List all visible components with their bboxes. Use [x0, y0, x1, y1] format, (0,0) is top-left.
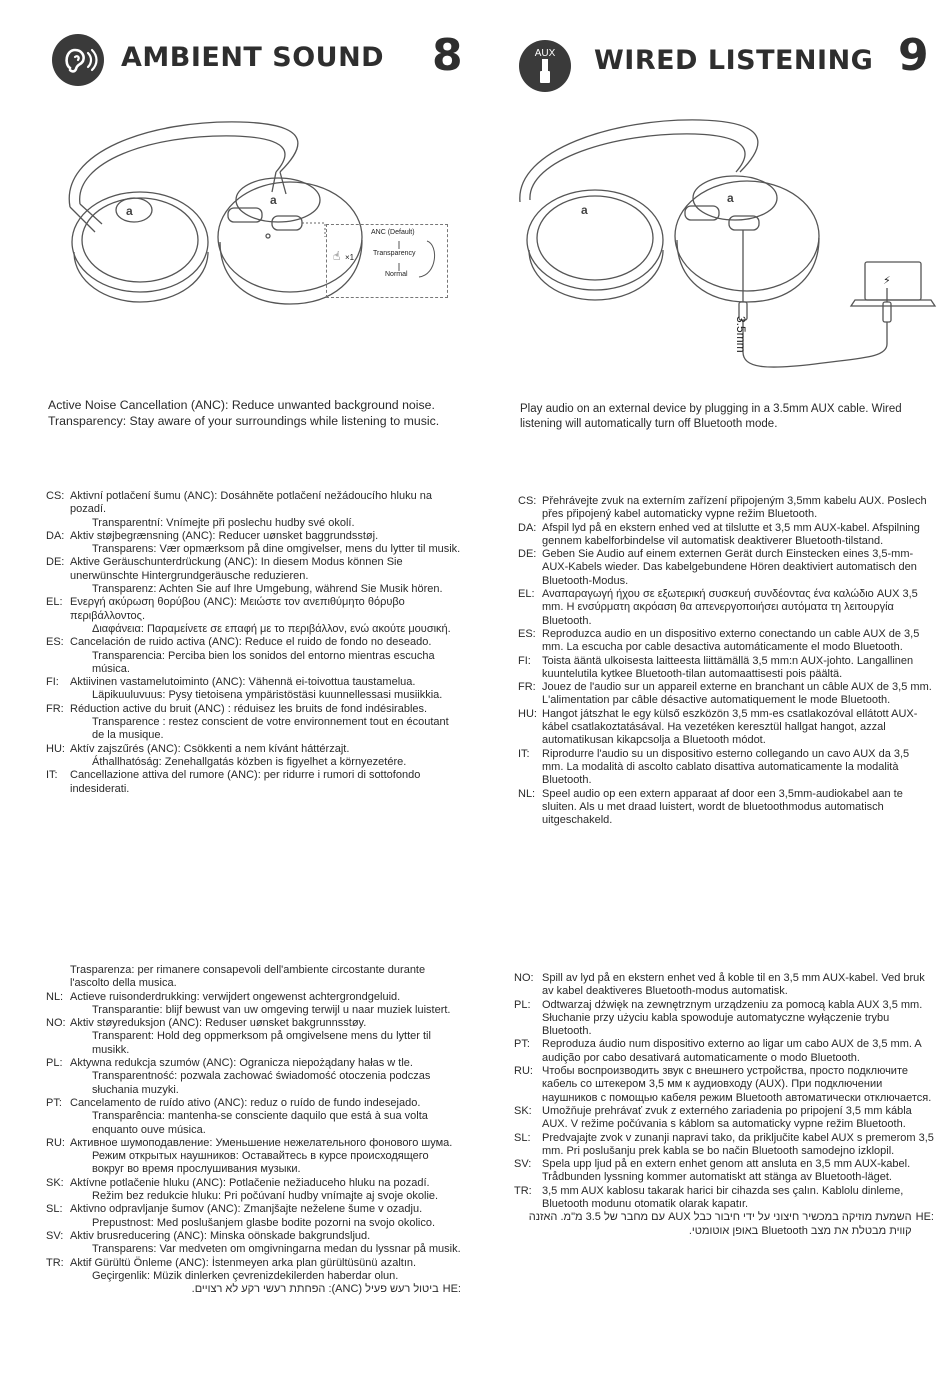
lang-entry-it-cont: Trasparenza: per rimanere consapevoli dell'ambiente circostante durante l'ascolto della musica. [70, 964, 426, 990]
left-translations-1 [46, 490, 461, 796]
lang-entry-pt: PT: Cancelamento de ruído ativo (ANC): reduz o ruído de fundo indesejado. Transparência: mantenha-se consciente daquilo que está à sua volta enquanto ouve música. [46, 1096, 428, 1136]
lang-entry-hu: HU: Aktív zajszűrés (ANC): Csökkenti a nem kívánt háttérzajt. Áthallhatóság: Zenehallgatás közben is figyelhet a környezetére. [46, 742, 407, 768]
lang-entry-hu-r: HU: Hangot játszhat le egy külső eszközön 3,5 mm-es csatlakozóval ellátott AUX-kábel csatlakoztatásával. Ha vezetéken keresztül hallgat hangot, azzal automatikusan kikapcsolja a Bluetooth módot. [518, 707, 918, 747]
aux-label: AUX [534, 47, 556, 59]
mode-transparency: Transparency [373, 250, 416, 257]
lang-entry-he: ביטול רעש פעיל (ANC): הפחתת רעשי רקע לא רצויים. HE: [191, 1283, 461, 1296]
lang-entry-ru-r: RU: Чтобы воспроизводить звук с внешнего устройства, просто подключите кабель со штекером 3,5 мм к аудиовходу (AUX). При подключении наушников с помощью кабеля режим Bluetooth автоматически отключается. [514, 1065, 932, 1104]
lang-entry-es-r: ES: Reproduzca audio en un dispositivo externo conectando un cable AUX de 3,5 mm. La escucha por cable desactiva automáticamente el modo Bluetooth. [518, 627, 920, 654]
lang-entry-pl: PL: Aktywna redukcja szumów (ANC): Ogranicza niepożądany hałas w tle. Transparentność: pozwala zachować świadomość otoczenia podczas słuchania muzyki. [46, 1057, 431, 1096]
lang-entry-it: IT: Cancellazione attiva del rumore (ANC): per ridurre i rumori di sottofondo indesiderati. [46, 769, 421, 795]
lang-entry-nl: NL: Actieve ruisonderdrukking: verwijdert ongewenst achtergrondgeluid. Transparantie: blijf bewust van uw omgeving terwijl u naar muziek luistert. [46, 990, 451, 1016]
lang-entry-pl-r: PL: Odtwarzaj dźwięk na zewnętrznym urządzeniu za pomocą kabla AUX 3,5 mm. Słuchanie przy użyciu kabla spowoduje automatyczne wyłączenie trybu Bluetooth. [514, 998, 923, 1038]
press-count: ×1 [345, 253, 355, 262]
lang-entry-no-r: NO: Spill av lyd på en ekstern enhet ved å koble til en 3,5 mm AUX-kabel. Ved bruk av kabel deaktiveres Bluetooth-modus automatisk. [514, 972, 925, 998]
lang-entry-sk-r: SK: Umožňuje prehrávať zvuk z externého zariadenia po pripojení 3,5 mm kábla AUX. V režime počúvania s káblom sa automaticky vypne režim Bluetooth. [514, 1104, 912, 1131]
right-translations-2 [514, 972, 934, 1238]
mode-normal: Normal [385, 271, 408, 278]
lang-entry-sl: SL: Aktivno odpravljanje šumov (ANC): Zmanjšajte neželene šume v ozadju. Prepustnost: Med poslušanjem glasbe bodite pozorni na svojo okolico. [46, 1203, 436, 1229]
lang-entry-cs-r: CS: Přehrávejte zvuk na externím zařízení připojeným 3,5mm kabelu AUX. Poslech přes připojený kabel automaticky vypne režim Bluetooth. [518, 495, 927, 521]
lang-entry-no: NO: Aktiv støyreduksjon (ANC): Reduser uønsket bakgrunnsstøy. Transparent: Hold deg oppmerksom på omgivelsene mens du lytter til musikk. [46, 1017, 431, 1056]
lang-entry-fi-r: FI: Toista ääntä ulkoisesta laitteesta liittämällä 3,5 mm:n AUX-johto. Langallinen kuuntelutila kytkee Bluetooth-tilan automaattisesti pois päältä. [518, 654, 914, 680]
lang-entry-sv: SV: Aktiv brusreducering (ANC): Minska oönskade bakgrundsljud. Transparens: Var medveten om omgivningarna medan du lyssnar på musik. [46, 1229, 461, 1256]
lang-entry-de: DE: Aktive Geräuschunterdrückung (ANC): In diesem Modus können Sie unerwünschte Hintergrundgeräusche reduzieren. Transparenz: Achten Sie auf Ihre Umgebung, während Sie Musik hören. [46, 556, 443, 596]
mode-anc: ANC (Default) [371, 229, 415, 236]
wired-headphones-illustration [515, 112, 940, 374]
intro-text [48, 397, 468, 429]
lang-entry-tr: TR: Aktif Gürültü Önleme (ANC): İstenmeyen arka plan gürültüsünü azaltın. Geçirgenlik: Müzik dinlerken çevrenizdekilerden haberdar olun. [46, 1256, 417, 1282]
page-title-right: WIRED LISTENING [594, 45, 874, 76]
right-translations-1 [518, 495, 933, 827]
intro-text-right: Play audio on an external device by plugging in a 3.5mm AUX cable. Wired listening will automatically turn off Bluetooth mode. [520, 403, 902, 430]
ambient-ear-icon [52, 34, 104, 86]
cable-size-label: 3.5mm [734, 316, 748, 353]
lang-entry-fi: FI: Aktiivinen vastamelutoiminto (ANC): Vähennä ei-toivottua taustamelua. Läpikuuluvuus: Pysy tietoisena ympäristöstäsi kuunnellessasi musiikkia. [46, 676, 443, 702]
intro-anc: Active Noise Cancellation (ANC): Reduce unwanted background noise. [48, 398, 435, 412]
lang-entry-el: EL: Ενεργή ακύρωση θορύβου (ANC): Μειώστε τον ανεπιθύμητο θόρυβο περιβάλλοντος. Διαφάνεια: Παραμείνετε σε επαφή με το περιβάλλον, ενώ ακούτε μουσική. [46, 596, 451, 635]
lang-entry-sv-r: SV: Spela upp ljud på en extern enhet genom att ansluta en 3,5 mm AUX-kabel. Trådbunden lyssning kommer automatiskt att stänga av Bluetooth-läget. [514, 1158, 911, 1184]
left-translations-2 [46, 964, 461, 1296]
intro-transparency: Transparency: Stay aware of your surroundings while listening to music. [48, 414, 440, 428]
svg-text:a: a [270, 193, 277, 207]
lang-entry-de-r: DE: Geben Sie Audio auf einem externen Gerät durch Einstecken eines 3,5-mm-AUX-Kabels wieder. Das kabelgebundene Hören deaktiviert automatisch den Bluetooth-Modus. [518, 548, 917, 587]
lang-entry-he-r: השמעת מוזיקה במכשיר חיצוני על ידי חיבור כבל AUX עם מחבר של 3.5 מ"מ. האזנה קווית מבטלת את מצב Bluetooth באופן אוטומטי. HE: [528, 1211, 934, 1237]
lang-entry-it-r: IT: Riprodurre l'audio su un dispositivo esterno collegando un cavo AUX da 3,5 mm. La modalità di ascolto cablato disattiva automaticamente la modalità Bluetooth. [518, 747, 910, 787]
svg-text:a: a [581, 203, 588, 217]
lang-entry-tr-r: TR: 3,5 mm AUX kablosu takarak harici bir cihazda ses çalın. Kablolu dinleme, Bluetooth modunu otomatik olarak kapatır. [514, 1184, 904, 1211]
aux-plug-icon [519, 40, 571, 92]
svg-text:a: a [727, 191, 734, 205]
page-number: 8 [432, 30, 463, 81]
lang-entry-es: ES: Cancelación de ruido activa (ANC): Reduce el ruido de fondo no deseado. Transparencia: Perciba bien los sonidos del entorno mientras escucha música. [46, 636, 435, 675]
lang-entry-da: DA: Aktiv støjbegrænsning (ANC): Reducer uønsket baggrundsstøj. Transparens: Vær opmærksom på dine omgivelser, mens du lytter til musik. [46, 529, 461, 556]
lang-entry-el-r: EL: Αναπαραγωγή ήχου σε εξωτερική συσκευή συνδέοντας ένα καλώδιο AUX 3,5 mm. Η ενσύρματη ακρόαση θα απενεργοποιήσει αυτόματα τη λειτουργία Bluetooth. [518, 588, 918, 627]
lang-entry-pt-r: PT: Reproduza áudio num dispositivo externo ao ligar um cabo AUX de 3,5 mm. A audição por cabo desativará automaticamente o modo Bluetooth. [514, 1038, 922, 1064]
lang-entry-nl-r: NL: Speel audio op een extern apparaat af door een 3,5mm-audiokabel aan te sluiten. Als u met draad luistert, wordt de bluetoothmodus automatisch uitgeschakeld. [518, 787, 903, 827]
lang-entry-da-r: DA: Afspil lyd på en ekstern enhed ved at tilslutte et 3,5 mm AUX-kabel. Afspilning gennem kabelforbindelse vil automatisk deaktiverer Bluetooth-tilstand. [518, 521, 920, 547]
lang-entry-cs: CS: Aktivní potlačení šumu (ANC): Dosáhněte potlačení nežádoucího hluku na pozadí. Transparentní: Vnímejte při poslechu hudby své okolí. [46, 490, 432, 529]
page-number-right: 9 [898, 30, 929, 81]
lang-entry-sk: SK: Aktívne potlačenie hluku (ANC): Potlačenie nežiaduceho hluku na pozadí. Režim bez redukcie hluku: Pri počúvaní hudby vnímajte aj svoje okolie. [46, 1176, 439, 1203]
lang-entry-fr: FR: Réduction active du bruit (ANC) : réduisez les bruits de fond indésirables. Transparence : restez conscient de votre environnement tout en écoutant de la musique. [46, 702, 449, 742]
svg-text:a: a [126, 204, 133, 218]
lang-entry-fr-r: FR: Jouez de l'audio sur un appareil externe en branchant un câble AUX de 3,5 mm. L'alimentation par câble désactive automatiquement le mode Bluetooth. [518, 681, 932, 707]
mode-cycle-arrows [367, 235, 443, 287]
touch-button-icon: ☝ [333, 249, 341, 263]
mode-callout [326, 224, 448, 298]
lang-entry-ru: RU: Активное шумоподавление: Уменьшение нежелательного фонового шума. Режим открытых наушников: Оставайтесь в курсе происходящего вокруг во время прослушивания музыки. [46, 1136, 453, 1176]
lang-entry-sl-r: SL: Predvajajte zvok v zunanji napravi tako, da priključite kabel AUX s premerom 3,5 mm. Pri poslušanju prek kabla se bo način Bluetooth samodejno izklopil. [514, 1131, 934, 1157]
plug-shape [537, 59, 553, 85]
charging-bolt-icon: ⚡ [883, 275, 891, 287]
page-title: AMBIENT SOUND [121, 42, 385, 73]
